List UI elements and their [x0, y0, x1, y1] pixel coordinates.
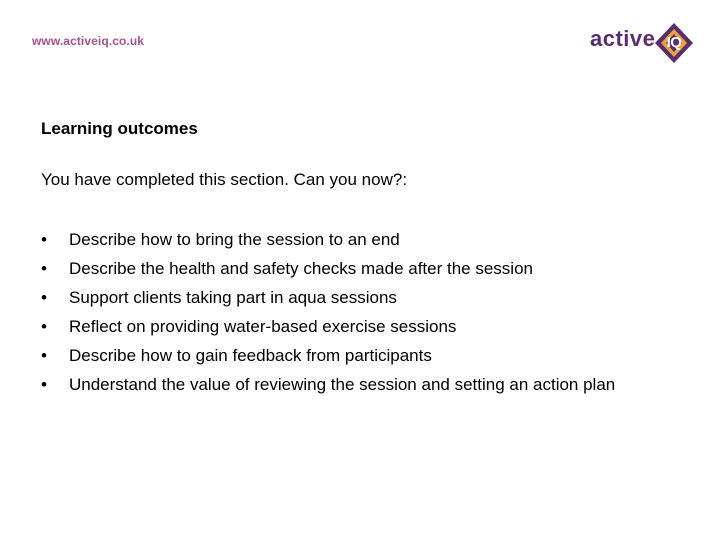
logo-iq-letters: IQ	[666, 34, 682, 51]
outcome-item	[41, 312, 701, 341]
slide-content	[41, 118, 701, 397]
outcome-text: Describe the health and safety checks made after the session	[69, 259, 533, 278]
bullet-icon: •	[41, 259, 47, 278]
activeiq-logo	[590, 22, 695, 64]
logo-iq-mark	[654, 22, 694, 64]
bullet-icon: •	[41, 346, 47, 365]
logo-wordmark: active	[590, 26, 656, 51]
bullet-icon: •	[41, 317, 47, 336]
outcome-text: Understand the value of reviewing the session and setting an action plan	[69, 375, 616, 394]
outcome-item	[41, 283, 701, 312]
outcome-text: Describe how to gain feedback from participants	[69, 346, 432, 365]
bullet-icon: •	[41, 288, 47, 307]
outcome-text: Describe how to bring the session to an end	[69, 230, 400, 249]
outcome-item	[41, 254, 701, 283]
slide-intro: You have completed this section. Can you now?:	[41, 170, 408, 189]
bullet-icon: •	[41, 230, 47, 249]
outcome-item	[41, 225, 701, 254]
website-url: www.activeiq.co.uk	[32, 34, 145, 48]
outcome-item	[41, 341, 701, 370]
outcome-text: Support clients taking part in aqua sessions	[69, 288, 397, 307]
learning-outcomes-list	[41, 225, 701, 397]
outcome-text: Reflect on providing water-based exercise sessions	[69, 317, 457, 336]
slide-heading: Learning outcomes	[41, 119, 198, 138]
outcome-item	[41, 370, 701, 397]
bullet-icon: •	[41, 375, 47, 394]
